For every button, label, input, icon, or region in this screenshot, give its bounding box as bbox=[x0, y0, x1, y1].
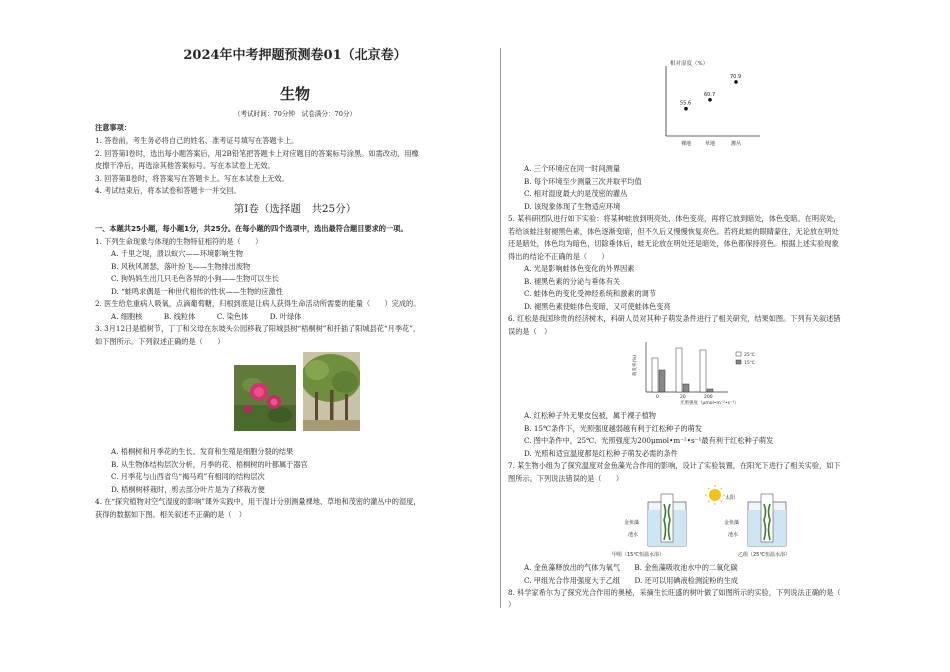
question-line: 还是暗处，体色均为暗色，切除垂体后，蛙无论放在明处还是暗处，体色都保持亮色。根据上述实验现象 bbox=[508, 239, 839, 248]
bar bbox=[700, 350, 706, 392]
left-plant-label: 金鱼藻 bbox=[624, 520, 640, 526]
bar bbox=[659, 370, 665, 392]
x-tick-label: 裸地 bbox=[681, 141, 692, 147]
option-line: A. 红松种子外无果皮包被，属于裸子植物 bbox=[524, 411, 656, 420]
option-line: B. 15℃条件下，光照强度越弱越有利于红松种子的萌发 bbox=[524, 424, 702, 433]
question-line: 8. 科学家希尔为了探究光合作用的奥秘，采摘生长旺盛的树叶做了如图所示的实验，下列说法正确的是（ bbox=[508, 588, 841, 597]
legend-label: 25℃ bbox=[744, 353, 755, 358]
option-line: B. 褪黑色素的分泌与垂体有关 bbox=[524, 277, 621, 286]
exam-info: （考试时间：70分钟 试卷满分：70分） bbox=[233, 110, 357, 118]
left-water-label: 池水 bbox=[628, 532, 639, 538]
bar bbox=[652, 358, 658, 392]
humidity-chart bbox=[648, 56, 768, 156]
option-line: C. 相对湿度最大的是茂密的灌丛 bbox=[524, 189, 628, 198]
question-line: 获得的数据如下图。相关叙述不正确的是（ ） bbox=[95, 510, 246, 519]
option-line: A. 金鱼藻释放出的气体为氧气 B. 金鱼藻吸收池水中的二氧化碳 bbox=[524, 563, 738, 572]
column-divider bbox=[500, 48, 501, 608]
page-title: 2024年中考押题预测卷01（北京卷） bbox=[183, 48, 407, 63]
apparatus-diagram bbox=[588, 484, 818, 567]
bar bbox=[707, 389, 713, 392]
subject-title: 生物 bbox=[279, 85, 310, 103]
option-line: B. 风秋风萧瑟，落叶纷飞——生物排出废物 bbox=[111, 262, 251, 271]
data-point bbox=[734, 80, 738, 84]
tree-photo bbox=[303, 352, 360, 436]
x-tick-label: 20 bbox=[680, 395, 686, 400]
note-line: 2. 回答第Ⅰ卷时，选出每小题答案后，用2B铅笔把答题卡上对应题目的答案标号涂黑。如需改动，用橡 bbox=[95, 149, 419, 158]
bar bbox=[683, 384, 689, 392]
right-caption: 乙组（25℃恒温水浴） bbox=[738, 552, 790, 558]
x-tick-label: 200 bbox=[704, 395, 713, 400]
note-line: 皮擦干净后，再选涂其他答案标号。写在本试卷上无效。 bbox=[95, 161, 275, 170]
notes-heading: 注意事项： bbox=[95, 123, 131, 132]
question-line: 7. 某生物小组为了探究温度对金鱼藻光合作用的影响，设计了实验装置，在阳光下进行了相关实验，如下 bbox=[508, 461, 841, 470]
option-line: B. 从生物体结构层次分析，月季的花、梧桐树的叶都属于器官 bbox=[111, 460, 308, 469]
option-line: A. 千里之堤，溃以蚁穴——环境影响生物 bbox=[111, 249, 243, 258]
x-tick-label: 草地 bbox=[705, 141, 716, 147]
right-water-label: 池水 bbox=[728, 532, 739, 538]
section-instruction: 一、本题共25小题，每小题1分，共25分。在每小题的四个选项中，选出最符合题目要求的一项。 bbox=[95, 224, 408, 233]
option-line: D. 光照和适宜温度都是红松种子萌发必需的条件 bbox=[524, 449, 678, 458]
left-beaker bbox=[648, 494, 686, 546]
option-line: D. 该现象体现了生物适应环境 bbox=[524, 202, 621, 211]
bar bbox=[676, 348, 682, 392]
data-label: 60.7 bbox=[704, 91, 716, 98]
option-line: C. 图中条件中，25℃、光照强度为200μmol•m⁻²•s⁻¹最有利于红松种子萌发 bbox=[524, 436, 774, 445]
option-line: A. 细胞核 B. 线粒体 C. 染色体 D. 叶绿体 bbox=[111, 312, 302, 321]
option-line: A. 梧桐树和月季花的生长、发育和生殖是细胞分裂的结果 bbox=[111, 447, 294, 456]
option-line: D. 梧桐树移栽时，剪去部分叶片是为了移栽方便 bbox=[111, 485, 265, 494]
rose-photo bbox=[234, 365, 296, 436]
right-plant-label: 金鱼藻 bbox=[724, 520, 740, 526]
data-label: 55.6 bbox=[680, 100, 692, 107]
option-line: D. 褪黑色素使蛙体色变暗，又可使蛙体色变亮 bbox=[524, 302, 671, 311]
legend-swatch-15 bbox=[736, 360, 741, 364]
option-line: C. 月季花与山西省鸟“褐马鸡”有相同的结构层次 bbox=[111, 472, 265, 481]
right-beaker bbox=[748, 494, 786, 546]
section-title: 第Ⅰ卷（选择题 共25分） bbox=[233, 203, 357, 215]
question-line: 若给该蛙注射褪黑色素，体色逐渐变暗，但不久后又慢慢恢复亮色。若将此蛙的眼睛蒙住，无论放在明处 bbox=[508, 227, 839, 236]
x-tick-label: 0 bbox=[656, 395, 659, 400]
question-line: 如下图所示。下列叙述正确的是（ ） bbox=[95, 337, 225, 346]
x-tick-label: 灌丛 bbox=[731, 141, 742, 147]
option-line: A. 光是影响蛙体色变化的外界因素 bbox=[524, 264, 635, 273]
note-line: 4. 考试结束后，将本试卷和答题卡一并交回。 bbox=[95, 186, 241, 195]
sun-label: 太阳 bbox=[725, 495, 736, 501]
question-line: 得出的结论不正确的是（ ） bbox=[508, 252, 609, 261]
option-line: A. 三个环境应在同一时间测量 bbox=[524, 164, 621, 173]
left-caption: 甲组（15℃恒温水浴） bbox=[612, 552, 664, 558]
option-line: C. 狗妈妈生出几只毛色各异的小狗——生物可以生长 bbox=[111, 274, 279, 283]
question-line: 误的是（ ） bbox=[508, 327, 552, 336]
note-line: 3. 回答第Ⅱ卷时，将答案写在答题卡上。写在本试卷上无效。 bbox=[95, 174, 289, 183]
question-line: 2. 医生给危重病人吸氧，点滴葡萄糖，归根到底是让病人获得生命活动所需要的能量（ ）完成的。 bbox=[95, 299, 421, 308]
seed-germination-chart bbox=[628, 338, 788, 411]
question-line: 3. 3月12日是植树节，丁丁和父母在东坡头公园移栽了阳城县树“梧桐树”和扦插了阳城县花“月季花”， bbox=[95, 324, 421, 333]
data-point bbox=[708, 98, 712, 102]
sun-icon bbox=[705, 485, 725, 505]
question-line: ） bbox=[508, 600, 516, 609]
question-line: 图所示。下列说法错误的是（ ） bbox=[508, 474, 624, 483]
legend-label: 15℃ bbox=[744, 361, 755, 366]
question-line: 4. 在“探究植物对空气湿度的影响”课外实践中，用干湿计分别测量裸地、草地和茂密的灌丛中的湿度， bbox=[95, 497, 421, 506]
question-line: 5. 某科研团队进行如下实验：将某种蛙放到明亮处，体色变亮，再将它放到暗处，体色变暗。在明亮处， bbox=[508, 214, 841, 223]
y-axis-label: 相对湿度（%） bbox=[670, 61, 709, 67]
note-line: 1. 答卷前，考生务必将自己的姓名、准考证号填写在答题卡上。 bbox=[95, 136, 299, 145]
option-line: B. 每个环境至少测量三次并取平均值 bbox=[524, 177, 642, 186]
option-line: D. “蛙鸣求偶是一种世代相传的性状——生物的应激性 bbox=[111, 287, 283, 296]
data-label: 70.9 bbox=[730, 73, 742, 80]
question-line: 6. 红松是我国珍贵的经济树木，科研人员对其种子萌发条件进行了相关研究，结果如图。下列有关叙述错 bbox=[508, 314, 841, 323]
x-axis-label: 光照强度（μmol•m⁻²•s⁻¹） bbox=[680, 401, 739, 406]
legend-swatch-25 bbox=[736, 352, 741, 356]
option-line: C. 甲组光合作用强度大于乙组 D. 还可以用碘液检测淀粉的生成 bbox=[524, 576, 738, 585]
question-line: 1. 下列生命现象与体现的生物特征相符的是（ ） bbox=[95, 237, 263, 246]
data-point bbox=[684, 107, 688, 111]
option-line: C. 蛙体色的变化受神经系统和激素的调节 bbox=[524, 289, 657, 298]
y-axis-label: 萌发率(%) bbox=[633, 354, 638, 376]
